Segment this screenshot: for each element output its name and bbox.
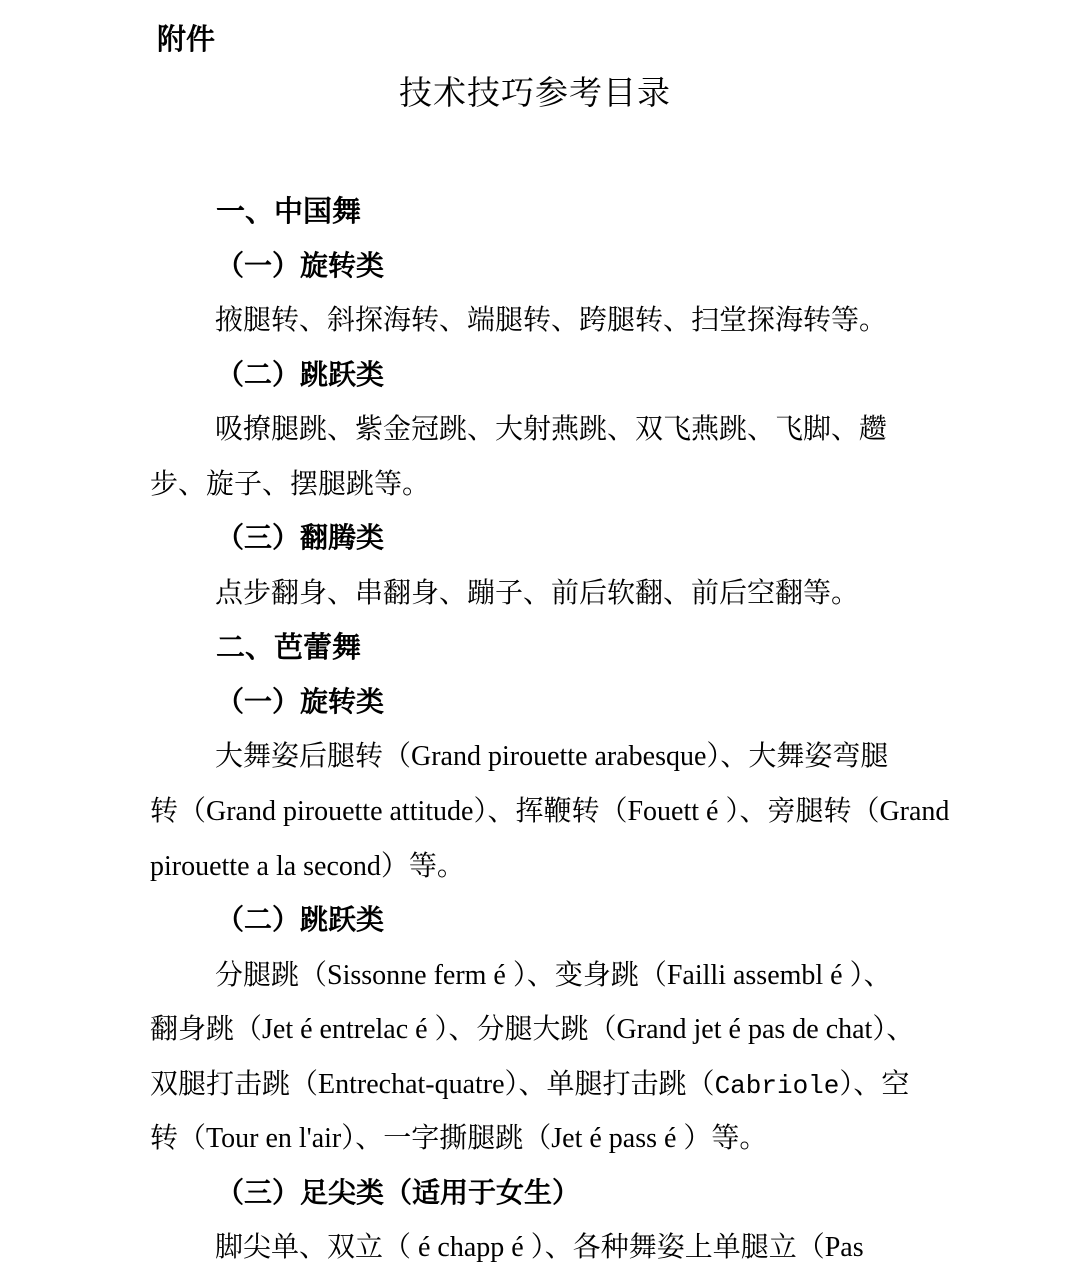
body-text-line: 步、旋子、摆腿跳等。 bbox=[150, 468, 431, 500]
latin-term-mono: Cabriole bbox=[714, 1070, 840, 1101]
subsection-heading-pointe: （三）足尖类（适用于女生） bbox=[216, 1177, 581, 1209]
attachment-label: 附件 bbox=[157, 24, 216, 56]
subsection-heading-jump: （二）跳跃类 bbox=[216, 359, 385, 391]
body-text-line: 吸撩腿跳、紫金冠跳、大射燕跳、双飞燕跳、飞脚、趱 bbox=[215, 414, 888, 446]
section-heading-chinese-dance: 一、中国舞 bbox=[216, 196, 362, 228]
body-text-line: 翻身跳（Jet é entrelac é ）、分腿大跳（Grand jet é pas de chat）、 bbox=[150, 1014, 915, 1046]
body-text-line: 转（Tour en l'air）、一字撕腿跳（Jet é pass é ）等。 bbox=[150, 1123, 768, 1155]
body-text-line: 大舞姿后腿转（Grand pirouette arabesque）、大舞姿弯腿 bbox=[215, 741, 889, 773]
subsection-heading-rotation: （一）旋转类 bbox=[216, 250, 385, 282]
subsection-heading-rotation: （一）旋转类 bbox=[216, 686, 385, 718]
body-text-line: 掖腿转、斜探海转、端腿转、跨腿转、扫堂探海转等。 bbox=[215, 305, 888, 337]
document-body bbox=[150, 196, 950, 1287]
body-text-line: 分腿跳（Sissonne ferm é ）、变身跳（Failli assembl é ）、 bbox=[215, 959, 892, 991]
subsection-heading-tumbling: （三）翻腾类 bbox=[216, 523, 385, 555]
body-text-line bbox=[150, 1069, 920, 1124]
page-title: 技术技巧参考目录 bbox=[399, 76, 671, 112]
body-text-segment: 双腿打击跳（Entrechat-quatre）、单腿打击跳（ bbox=[150, 1068, 715, 1100]
body-text-line: 点步翻身、串翻身、蹦子、前后软翻、前后空翻等。 bbox=[215, 577, 860, 609]
section-heading-ballet: 二、芭蕾舞 bbox=[216, 632, 362, 665]
body-text-line: 转（Grand pirouette attitude）、挥鞭转（Fouett é ）、旁腿转（Grand bbox=[150, 796, 950, 828]
body-text-line: 脚尖单、双立（ é chapp é ）、各种舞姿上单腿立（Pas bbox=[215, 1232, 864, 1264]
body-text-line: pirouette a la second）等。 bbox=[150, 850, 465, 882]
body-text-segment: ）、空 bbox=[839, 1068, 910, 1100]
subsection-heading-jump: （二）跳跃类 bbox=[216, 905, 385, 937]
